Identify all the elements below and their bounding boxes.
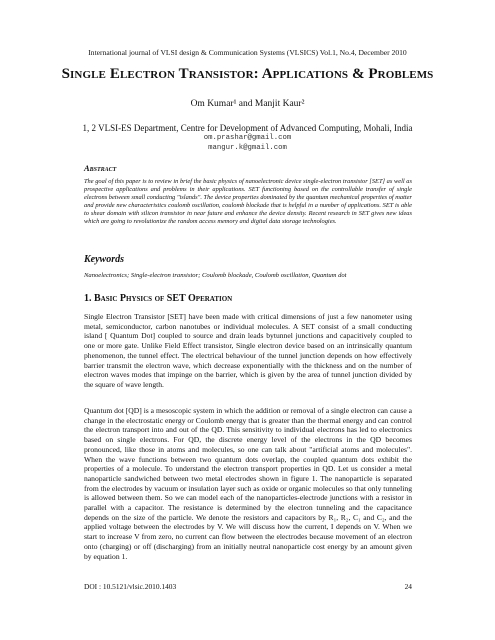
abstract-text: The goal of this paper is to review in brief the basic physics of nanoelectronic device single-electron transistor [SET] as well as prospective applications and problems in their applications. SET functioning based on the controllable transfer of single electrons between small conducting "islands". The device properties dominated by the quantum mechanical properties of matter and provide new characteristics coulomb oscillation, coulomb blockade that is helpful in a number of applications. SET is able to shear domain with silicon transistor in near future and enhance the device density. Recent research in SET gives new ideas which are going to revolutionize the random access memory and digital data storage technologies. [84, 178, 412, 226]
section-heading: 1. Basic Physics of SET Operation [84, 293, 233, 304]
abstract-heading: Abstract [84, 163, 117, 173]
paper-affiliation: 1, 2 VLSI-ES Department, Centre for Development of Advanced Computing, Mohali, India [82, 123, 413, 133]
page-number: 24 [404, 582, 412, 591]
journal-header: International journal of VLSI design & Communication Systems (VLSICS) Vol.1, No.4, December 2010 [88, 48, 407, 57]
section-paragraph-2: Quantum dot [QD] is a mesoscopic system in which the addition or removal of a single electron can cause a change in the electrostatic energy or Coulomb energy that is greater than the thermal energy and can control the electron transport into and out of the QD. This sensitivity to individual electrons has led to electronics based on single electrons. For QD, the discrete energy level of the electrons in the QD becomes pronounced, like those in atoms and molecules, so one can talk about "artificial atoms and molecules". When the wave functions between two quantum dots overlap, the coupled quantum dots exhibit the properties of a molecule. To understand the electron transport properties in QD. Let us consider a metal nanoparticle sandwiched between two metal electrodes shown in figure 1. The nanoparticle is separated from the electrodes by vacuum or insulation layer such as oxide or organic molecules so that only tunneling is allowed between them. So we can model each of the nanoparticles-electrode junctions with a resistor in parallel with a capacitor. The resistance is determined by the electron tunneling and the capacitance depends on the size of the particle. We denote the resistors and capacitors by R₁, R₂, C₁ and C₂, and the applied voltage between the electrodes by V. We will discuss how the current, I depends on V. When we start to increase V from zero, no current can flow between the electrodes because movement of an electron onto (charging) or off (discharging) from an initially neutral nanoparticle cost energy by an amount given by equation 1. [84, 406, 412, 561]
author-email-2[interactable]: mangur.k@gmail.com [208, 144, 287, 152]
author-emails [0, 133, 495, 153]
section-paragraph-1: Single Electron Transistor [SET] have been made with critical dimensions of just a few nanometer using metal, semiconductor, carbon nanotubes or individual molecules. A SET consist of a small conducting island [ Quantum Dot] coupled to source and drain leads bytunnel junctions and capacitively coupled to one or more gate. Unlike Field Effect transistor, Single electron device based on an intrinsically quantum phenomenon, the tunnel effect. The electrical behaviour of the tunnel junction depends on how effectively barrier transmit the electron wave, which decrease exponentially with the thickness and on the number of electron waves modes that impinge on the barrier, which is given by the area of tunnel junction divided by the square of wave length. [84, 312, 412, 389]
paper-title: Single Electron Transistor: Applications & Problems [61, 66, 434, 82]
keywords-text: Nanoelectronics; Single-electron transistor; Coulomb blockade, Coulomb oscillation, Quantum dot [84, 272, 347, 279]
author-email-1[interactable]: om.prashar@gmail.com [203, 134, 292, 142]
footer-doi: DOI : 10.5121/vlsic.2010.1403 [84, 582, 177, 591]
keywords-heading: Keywords [84, 254, 124, 265]
paper-authors: Om Kumar¹ and Manjit Kaur² [190, 99, 305, 109]
